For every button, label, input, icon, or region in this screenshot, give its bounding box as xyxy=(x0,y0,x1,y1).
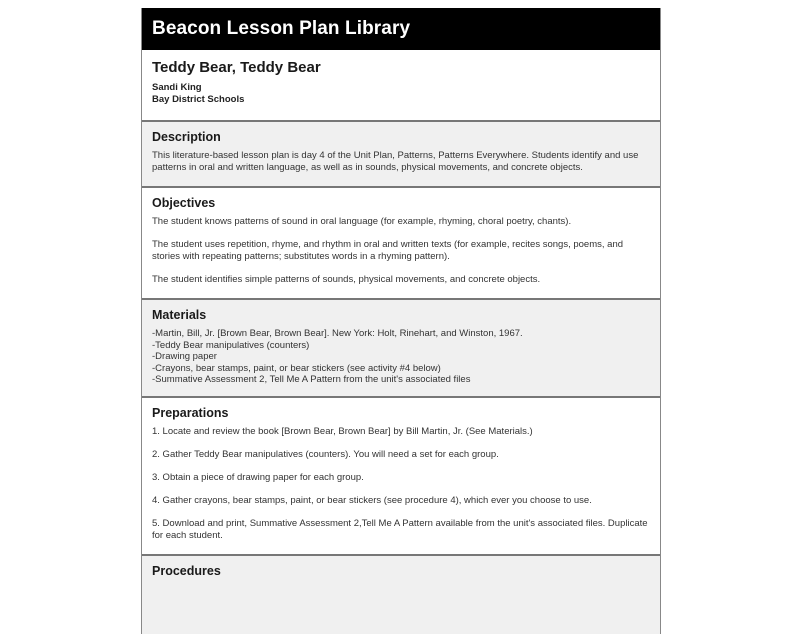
objective-item: The student uses repetition, rhyme, and rhythm in oral and written texts (for example, recites songs, poems, and stories with repeating patterns; substitutes words in a rhyming pattern). xyxy=(152,239,624,262)
preparation-item: 1. Locate and review the book [Brown Bear, Brown Bear] by Bill Martin, Jr. (See Materials.) xyxy=(152,425,533,437)
lesson-title-block xyxy=(142,50,660,122)
description-heading: Description xyxy=(152,130,221,144)
lesson-title: Teddy Bear, Teddy Bear xyxy=(152,59,321,76)
materials-section xyxy=(142,300,660,398)
objective-item: The student knows patterns of sound in oral language (for example, rhyming, choral poetry, chants). xyxy=(152,216,572,227)
preparations-section xyxy=(142,398,660,556)
description-section xyxy=(142,122,660,188)
objectives-heading: Objectives xyxy=(152,196,216,210)
material-item: -Crayons, bear stamps, paint, or bear stickers (see activity #4 below) xyxy=(152,362,441,374)
procedures-section xyxy=(142,556,660,634)
objective-item: The student identifies simple patterns of sounds, physical movements, and concrete objects. xyxy=(152,274,541,285)
preparation-item: 4. Gather crayons, bear stamps, paint, or bear stickers (see procedure 4), which ever you choose to use. xyxy=(152,494,592,506)
site-header xyxy=(142,8,660,50)
description-text: This literature-based lesson plan is day 4 of the Unit Plan, Patterns, Patterns Everywhere. Students identify and use patterns in oral and written language, as well as in sounds, physical movements, and concrete objects. xyxy=(152,150,639,173)
objectives-section xyxy=(142,188,660,300)
preparation-item: 5. Download and print, Summative Assessment 2,Tell Me A Pattern available from the unit's associated files. Duplicate for each student. xyxy=(152,517,648,541)
preparation-item: 2. Gather Teddy Bear manipulatives (counters). You will need a set for each group. xyxy=(152,448,499,460)
preparation-item: 3. Obtain a piece of drawing paper for each group. xyxy=(152,471,364,483)
materials-heading: Materials xyxy=(152,308,207,322)
materials-list xyxy=(152,328,650,386)
material-item: -Martin, Bill, Jr. [Brown Bear, Brown Bear]. New York: Holt, Rinehart, and Winston, 1967. xyxy=(152,328,523,339)
preparations-heading: Preparations xyxy=(152,405,229,420)
procedures-heading: Procedures xyxy=(152,563,221,578)
lesson-organization: Bay District Schools xyxy=(152,94,245,105)
material-item: -Summative Assessment 2, Tell Me A Pattern from the unit's associated files xyxy=(152,374,471,385)
material-item: -Drawing paper xyxy=(152,351,217,362)
lesson-author: Sandi King xyxy=(152,82,202,93)
site-title: Beacon Lesson Plan Library xyxy=(152,18,411,39)
lesson-plan-page xyxy=(141,8,661,634)
material-item: -Teddy Bear manipulatives (counters) xyxy=(152,339,310,351)
